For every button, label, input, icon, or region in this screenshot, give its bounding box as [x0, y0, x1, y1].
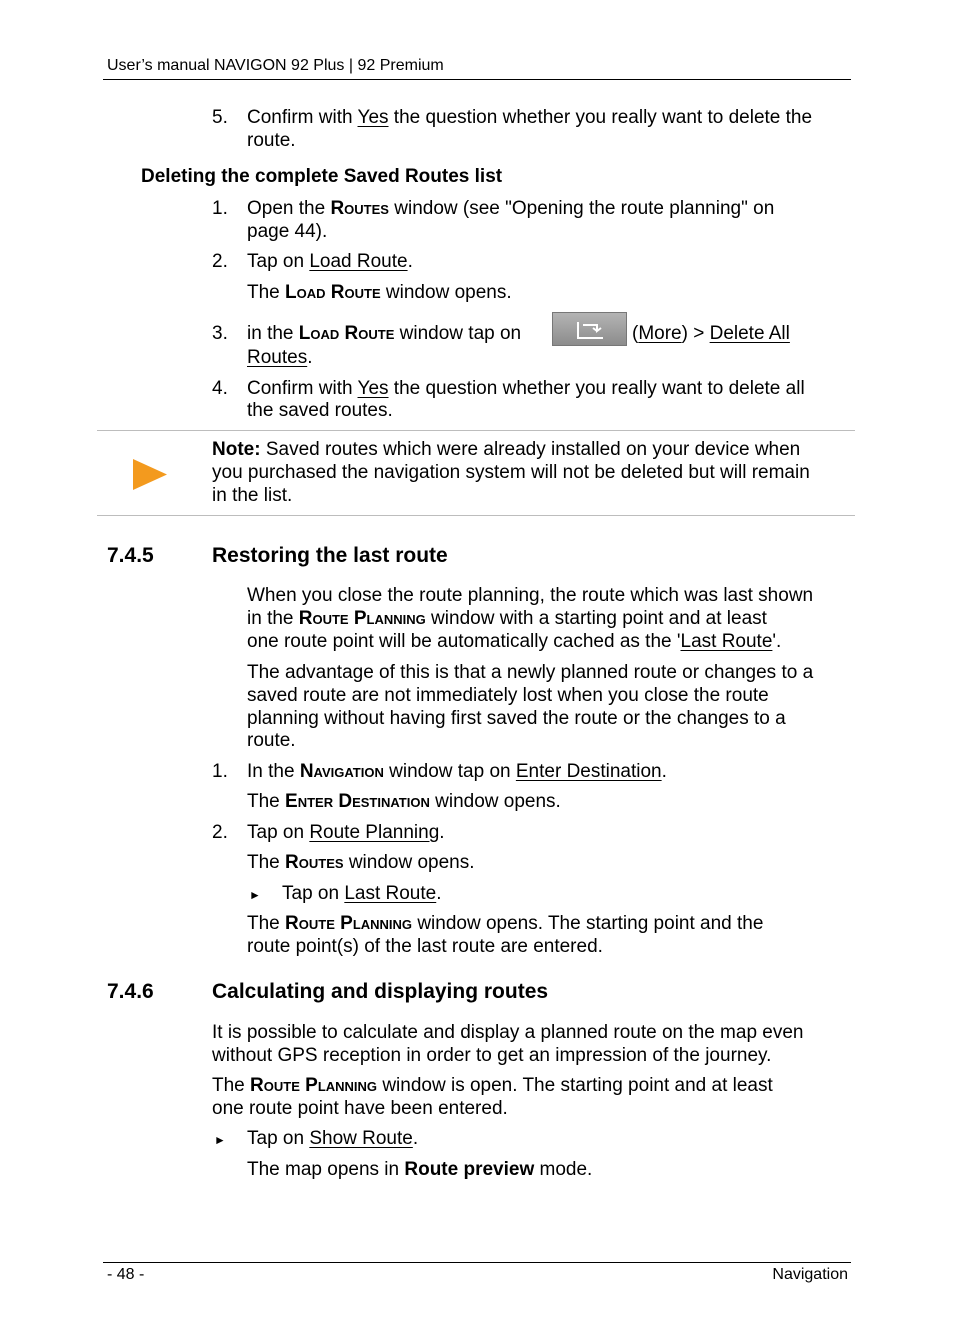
- footer-divider: [103, 1262, 851, 1263]
- step-number: 5.: [212, 107, 228, 128]
- step-result: The Load Route window opens.: [247, 282, 512, 303]
- bullet-icon: ►: [214, 1133, 226, 1147]
- step-text: Tap on Load Route.: [247, 251, 413, 272]
- more-button[interactable]: [552, 312, 627, 346]
- yes-link[interactable]: Yes: [357, 378, 389, 399]
- step-result: The Enter Destination window opens.: [247, 791, 561, 812]
- page-number: - 48 -: [107, 1266, 145, 1283]
- step-text: Open the Routes window (see "Opening the route planning" on: [247, 198, 775, 219]
- paragraph: one route point have been entered.: [212, 1098, 508, 1119]
- note-text-cont: in the list.: [212, 485, 293, 506]
- route-planning-link[interactable]: Route Planning: [309, 822, 440, 843]
- note-label: Note:: [212, 439, 261, 460]
- section-title: Calculating and displaying routes: [212, 980, 549, 1003]
- step-text: (More) > Delete All: [632, 323, 790, 344]
- paragraph: planning without having first saved the route or the changes to a: [247, 708, 786, 729]
- step-number: 4.: [212, 378, 228, 399]
- yes-link[interactable]: Yes: [357, 107, 389, 128]
- last-route-link[interactable]: Last Route: [680, 631, 773, 652]
- note-text: Note: Saved routes which were already installed on your device when: [212, 439, 801, 460]
- paragraph: When you close the route planning, the route which was last shown: [247, 585, 814, 606]
- bullet-text: Tap on Show Route.: [247, 1128, 419, 1149]
- note-arrow-icon: [133, 459, 167, 490]
- bullet-text: Tap on Last Route.: [282, 883, 442, 904]
- step-number: 2.: [212, 251, 228, 272]
- section-number: 7.4.5: [107, 544, 154, 567]
- paragraph: It is possible to calculate and display a planned route on the map even: [212, 1022, 804, 1043]
- section-title: Restoring the last route: [212, 544, 448, 567]
- step-text: Confirm with Yes the question whether you really want to delete the: [247, 107, 813, 128]
- step-text: in the Load Route window tap on: [247, 323, 522, 344]
- delete-all-link[interactable]: Delete All: [709, 323, 790, 344]
- step-text-cont: Routes.: [247, 347, 313, 368]
- step-number: 2.: [212, 822, 228, 843]
- paragraph: saved route are not immediately lost when you close the route: [247, 685, 769, 706]
- header-divider: [103, 79, 851, 80]
- delete-all-routes-link[interactable]: Routes: [247, 347, 308, 368]
- paragraph: route point(s) of the last route are entered.: [247, 936, 603, 957]
- step-result: The Routes window opens.: [247, 852, 475, 873]
- step-number: 1.: [212, 198, 228, 219]
- load-route-link[interactable]: Load Route: [309, 251, 408, 272]
- note-top-rule: [97, 430, 855, 431]
- paragraph: one route point will be automatically cached as the 'Last Route'.: [247, 631, 782, 652]
- step-text-cont: route.: [247, 130, 296, 151]
- paragraph: The Route Planning window is open. The starting point and at least: [212, 1075, 773, 1096]
- routes-window-name: Routes: [330, 198, 389, 219]
- step-text-cont: page 44).: [247, 221, 328, 242]
- paragraph: route.: [247, 730, 296, 751]
- footer-section: Navigation: [772, 1266, 848, 1283]
- note-bottom-rule: [97, 515, 855, 516]
- step-text: Tap on Route Planning.: [247, 822, 445, 843]
- subsection-heading: Deleting the complete Saved Routes list: [141, 166, 503, 187]
- last-route-link[interactable]: Last Route: [344, 883, 437, 904]
- running-header: User’s manual NAVIGON 92 Plus | 92 Premium: [107, 57, 444, 74]
- section-number: 7.4.6: [107, 980, 154, 1003]
- note-text-cont: you purchased the navigation system will not be deleted but will remain: [212, 462, 810, 483]
- step-result: The map opens in Route preview mode.: [247, 1159, 593, 1180]
- enter-destination-link[interactable]: Enter Destination: [515, 761, 662, 782]
- bullet-icon: ►: [249, 888, 261, 902]
- step-text-cont: the saved routes.: [247, 400, 393, 421]
- step-number: 1.: [212, 761, 228, 782]
- step-text: Confirm with Yes the question whether you really want to delete all: [247, 378, 805, 399]
- more-link[interactable]: More: [638, 323, 682, 344]
- more-icon: [553, 313, 628, 347]
- paragraph: The Route Planning window opens. The starting point and the: [247, 913, 764, 934]
- step-text: In the Navigation window tap on Enter Destination.: [247, 761, 667, 782]
- paragraph: in the Route Planning window with a starting point and at least: [247, 608, 767, 629]
- paragraph: without GPS reception in order to get an impression of the journey.: [212, 1045, 772, 1066]
- show-route-link[interactable]: Show Route: [309, 1128, 413, 1149]
- paragraph: The advantage of this is that a newly planned route or changes to a: [247, 662, 814, 683]
- step-number: 3.: [212, 323, 228, 344]
